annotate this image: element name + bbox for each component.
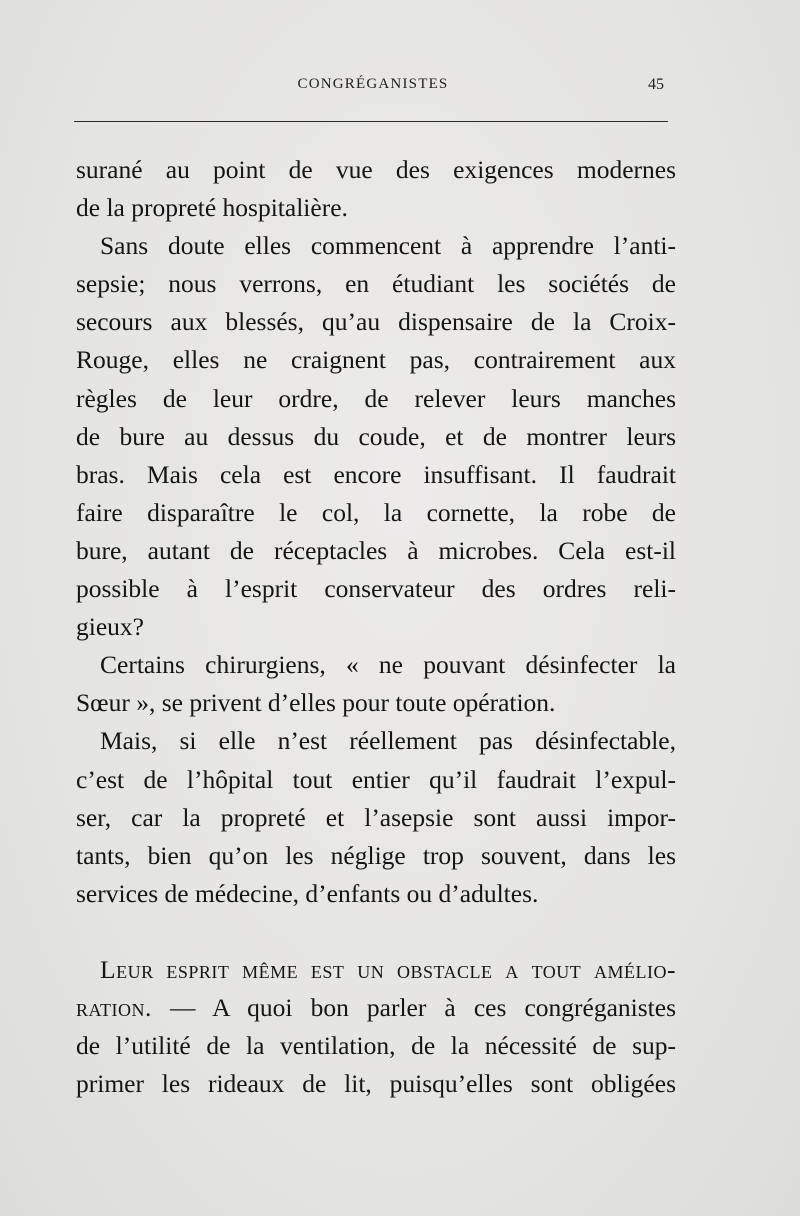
- section-heading-end: ration.: [76, 992, 152, 1022]
- paragraph-1: [76, 151, 676, 227]
- section-gap: [76, 913, 676, 951]
- text-line: services de médecine, d’enfants ou d’adultes.: [76, 878, 539, 908]
- text-line: faire disparaître le col, la cornette, la robe de: [76, 497, 676, 527]
- text-line: de la propreté hospitalière.: [76, 193, 348, 223]
- text-line: Sœur », se privent d’elles pour toute opération.: [76, 688, 556, 718]
- text-line: secours aux blessés, qu’au dispensaire de la Croix-: [76, 307, 676, 337]
- text-line: gieux?: [76, 612, 144, 642]
- text-line: de l’utilité de la ventilation, de la nécessité de sup-: [76, 1031, 676, 1061]
- text-line: possible à l’esprit conservateur des ordres reli-: [76, 574, 676, 604]
- text-line: bure, autant de réceptacles à microbes. Cela est-il: [76, 535, 676, 565]
- text-line: tants, bien qu’on les néglige trop souvent, dans les: [76, 840, 676, 870]
- running-title: CONGRÉGANISTES: [297, 76, 449, 92]
- text-line: bras. Mais cela est encore insuffisant. Il faudrait: [76, 459, 676, 489]
- text-line: Rouge, elles ne craignent pas, contrairement aux: [76, 345, 676, 375]
- text-line: Mais, si elle n’est réellement pas désinfectable,: [100, 726, 676, 756]
- paragraph-4: [76, 722, 676, 912]
- body-text: [76, 151, 676, 1103]
- text-line: c’est de l’hôpital tout entier qu’il faudrait l’expul-: [76, 764, 676, 794]
- section-heading: Leur esprit même est un obstacle a tout amélio-: [100, 954, 676, 984]
- section-text: — A quoi bon parler à ces congréganistes: [151, 992, 676, 1022]
- paragraph-3: [76, 646, 676, 722]
- text-line: de bure au dessus du coude, et de montrer leurs: [76, 421, 676, 451]
- text-line: surané au point de vue des exigences modernes: [76, 155, 676, 184]
- page-number: 45: [648, 76, 664, 93]
- text-line: Certains chirurgiens, « ne pouvant désinfecter la: [100, 650, 676, 680]
- text-line: Sans doute elles commencent à apprendre l’anti-: [100, 231, 676, 261]
- text-line: [76, 989, 676, 1027]
- text-line: ser, car la propreté et l’asepsie sont aussi impor-: [76, 802, 676, 832]
- text-line: sepsie; nous verrons, en étudiant les sociétés de: [76, 269, 676, 299]
- text-line: primer les rideaux de lit, puisqu’elles sont obligées: [76, 1069, 676, 1099]
- section-paragraph: [76, 951, 676, 1103]
- header-rule: [74, 121, 668, 122]
- text-line: règles de leur ordre, de relever leurs manches: [76, 383, 676, 413]
- paragraph-2: [76, 227, 676, 646]
- running-head: [78, 76, 668, 102]
